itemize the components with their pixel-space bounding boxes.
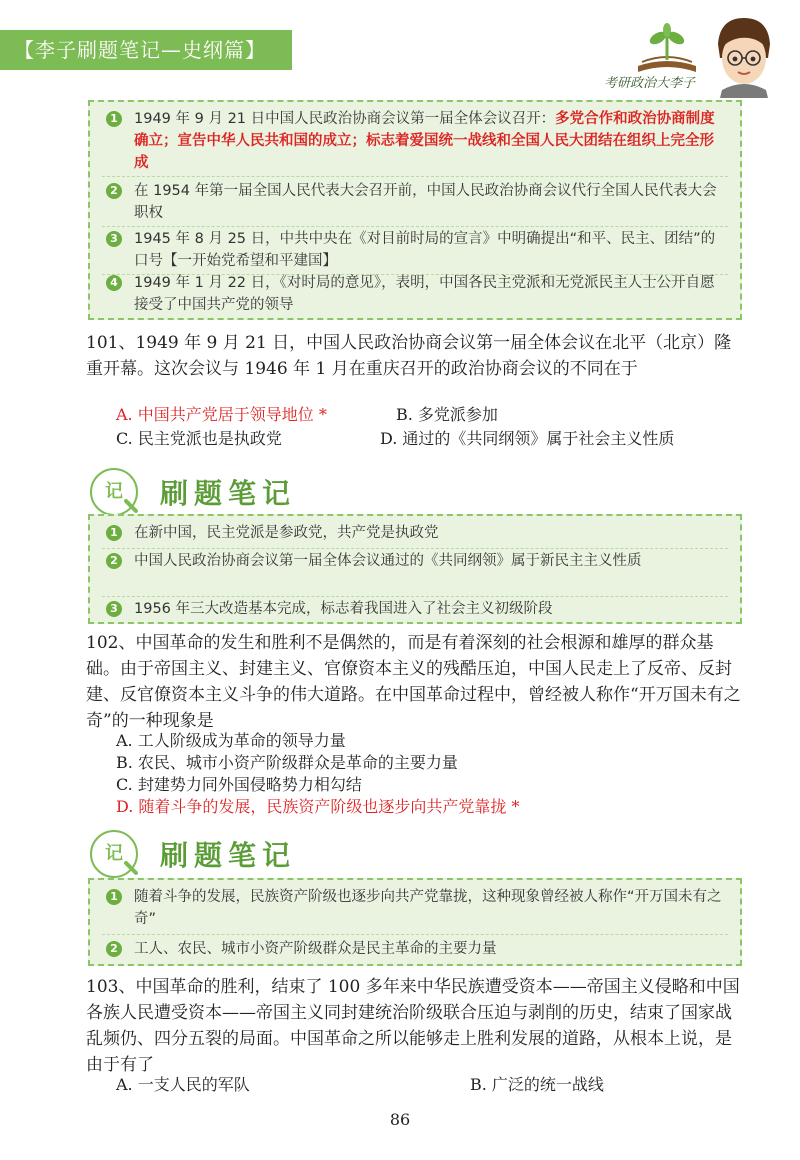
option-b: B. 广泛的统一战线	[470, 1075, 604, 1094]
number-badge: 3	[106, 601, 122, 617]
number-badge: 2	[106, 941, 122, 957]
option-c: C. 封建势力同外国侵略势力相勾结	[116, 775, 362, 794]
note-item	[106, 886, 726, 930]
question-103-stem: 103、中国革命的胜利，结束了 100 多年来中华民族遭受资本——帝国主义侵略和中国各族人民遭受资本——帝国主义同封建统治阶级联合压迫与剥削的历史，结束了国家战乱频仍、四分五裂的局面。中国革命之所以能够走上胜利发展的道路，从根本上说，是由于有了	[86, 977, 740, 1075]
note-item	[106, 550, 726, 572]
note-item	[106, 272, 726, 316]
note-item	[106, 522, 726, 544]
note-highlight: 多党合作和政治协商制度确立；宣告中华人民共和国的成立；标志着爱国统一战线和全国人民大团结在组织上完全形成	[134, 111, 715, 171]
note-text: 在 1954 年第一届全国人民代表大会召开前，中国人民政治协商会议代行全国人民代表大会职权	[134, 183, 717, 221]
note-title: 刷题笔记	[160, 839, 297, 872]
note-text: 工人、农民、城市小资产阶级群众是民主革命的主要力量	[134, 941, 497, 957]
question-102-stem: 102、中国革命的发生和胜利不是偶然的，而是有着深刻的社会根源和雄厚的群众基础。由于帝国主义、封建主义、官僚资本主义的残酷压迫，中国人民走上了反帝、反封建、反官僚资本主义斗争的伟大道路。在中国革命过程中，曾经被人称作“开万国未有之奇”的一种现象是	[86, 633, 741, 731]
option-a: A. 中国共产党居于领导地位 *	[116, 405, 327, 424]
number-badge: 2	[106, 183, 122, 199]
option-d: D. 随着斗争的发展，民族资产阶级也逐步向共产党靠拢 *	[116, 797, 520, 816]
note-text: 1949 年 1 月 22 日，《对时局的意见》，表明，中国各民主党派和无党派民主人士公开自愿接受了中国共产党的领导	[134, 275, 715, 313]
note-text: 1945 年 8 月 25 日，中共中央在《对目前时局的宣言》中明确提出“和平、民主、团结”的口号【一开始党希望和平建国】	[134, 231, 716, 269]
option-b: B. 农民、城市小资产阶级群众是革命的主要力量	[116, 753, 458, 772]
question-101-stem: 101、1949 年 9 月 21 日，中国人民政治协商会议第一届全体会议在北平（北京）隆重开幕。这次会议与 1946 年 1 月在重庆召开的政治协商会议的不同在于	[86, 333, 732, 379]
note-item	[106, 598, 726, 620]
note-box-2	[88, 878, 742, 966]
note-item	[106, 228, 726, 272]
number-badge: 4	[106, 275, 122, 291]
note-title: 刷题笔记	[160, 477, 297, 510]
brand-text: 考研政治大李子	[604, 76, 696, 91]
option-b: B. 多党派参加	[396, 405, 498, 424]
note-text: 中国人民政治协商会议第一届全体会议通过的《共同纲领》属于新民主主义性质	[134, 553, 642, 569]
option-d: D. 通过的《共同纲领》属于社会主义性质	[380, 429, 675, 448]
number-badge: 1	[106, 889, 122, 905]
note-text: 1949 年 9 月 21 日中国人民政治协商会议第一届全体会议召开：	[134, 111, 556, 127]
note-box-1	[88, 514, 742, 624]
note-item	[106, 938, 726, 960]
note-item	[106, 108, 726, 174]
option-a: A. 一支人民的军队	[116, 1075, 250, 1094]
note-text: 1956 年三大改造基本完成，标志着我国进入了社会主义初级阶段	[134, 601, 553, 617]
option-a: A. 工人阶级成为革命的领导力量	[116, 731, 346, 750]
magnifier-note-icon: 记	[90, 830, 138, 878]
note-text: 在新中国，民主党派是参政党，共产党是执政党	[134, 525, 439, 541]
number-badge: 2	[106, 553, 122, 569]
option-c: C. 民主党派也是执政党	[116, 429, 282, 448]
number-badge: 1	[106, 525, 122, 541]
number-badge: 1	[106, 111, 122, 127]
header-title-banner: 【李子刷题笔记—史纲篇】	[0, 30, 292, 70]
note-box-0	[88, 100, 742, 320]
magnifier-note-icon: 记	[90, 468, 138, 516]
page-number: 86	[389, 1110, 411, 1129]
note-item	[106, 180, 726, 224]
note-text: 随着斗争的发展，民族资产阶级也逐步向共产党靠拢，这种现象曾经被人称作“开万国未有之奇”	[134, 889, 722, 927]
number-badge: 3	[106, 231, 122, 247]
cartoon-avatar-icon	[710, 14, 776, 98]
